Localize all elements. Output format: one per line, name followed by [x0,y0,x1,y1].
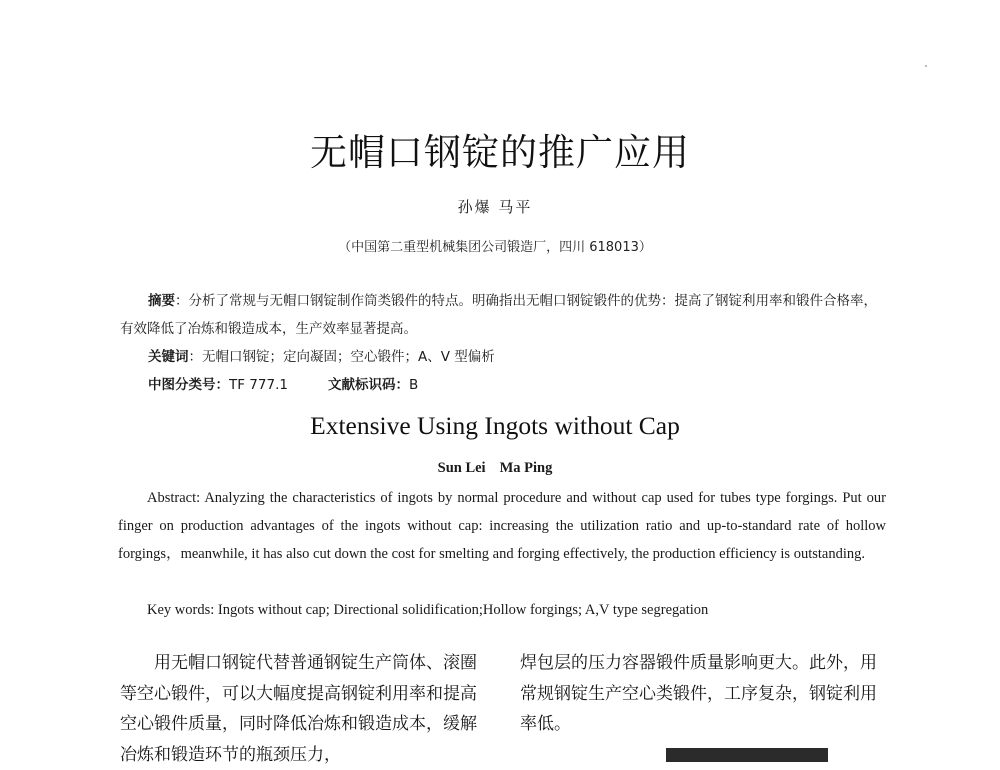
clc-label: 中图分类号： [148,377,229,393]
paper-title-en: Extensive Using Ingots without Cap [310,411,680,440]
abstract-en: Abstract: Analyzing the characteristics of ingots by normal procedure and without cap used for tubes type forgings. Put our finger on production advantages of the ingots without cap: increasing the utilization ratio and up-to-standard rate of hollow forgings，meanwhile, it has also cut down the cost for smelting and forging effectively, the production efficiency is outstanding. [118,490,886,562]
body-column-right: 焊包层的压力容器锻件质量影响更大。此外，用常规钢锭生产空心类锻件，工序复杂，钢锭利用率低。 [520,653,877,734]
abstract-cn-label: 摘要 [148,293,175,309]
keywords-cn-label: 关键词 [148,349,189,365]
keywords-cn-text: ：无帽口钢锭；定向凝固；空心锻件；A、V 型偏析 [188,349,495,365]
keywords-cn [148,343,495,371]
affiliation-cn: （中国第二重型机械集团公司锻造厂，四川 618013） [338,240,652,255]
body-column-left: 用无帽口钢锭代替普通钢锭生产筒体、滚圈等空心锻件，可以大幅度提高钢锭利用率和提高空心锻件质量，同时降低冶炼和锻造成本，缓解冶炼和锻造环节的瓶颈压力， [120,653,477,765]
keywords-en: Key words: Ingots without cap; Directional solidification;Hollow forgings; A,V type segregation [147,602,709,618]
figure-top-edge [666,748,828,762]
scan-artifact [925,65,927,67]
authors-cn: 孙爆 马平 [457,198,533,216]
paper-title-cn: 无帽口钢锭的推广应用 [310,131,690,174]
doc-code-value: B [408,377,419,393]
classification-line [148,371,418,399]
authors-en [0,460,990,477]
author-en-1: Sun Lei [437,460,486,476]
abstract-cn [120,287,890,343]
clc-value: TF 777.1 [229,377,288,393]
abstract-cn-text: ：分析了常规与无帽口钢锭制作筒类锻件的特点。明确指出无帽口钢锭锻件的优势：提高了钢锭利用率和锻件合格率，有效降低了冶炼和锻造成本，生产效率显著提高。 [120,293,877,337]
author-en-2: Ma Ping [499,460,553,476]
doc-code-label: 文献标识码： [327,377,409,393]
